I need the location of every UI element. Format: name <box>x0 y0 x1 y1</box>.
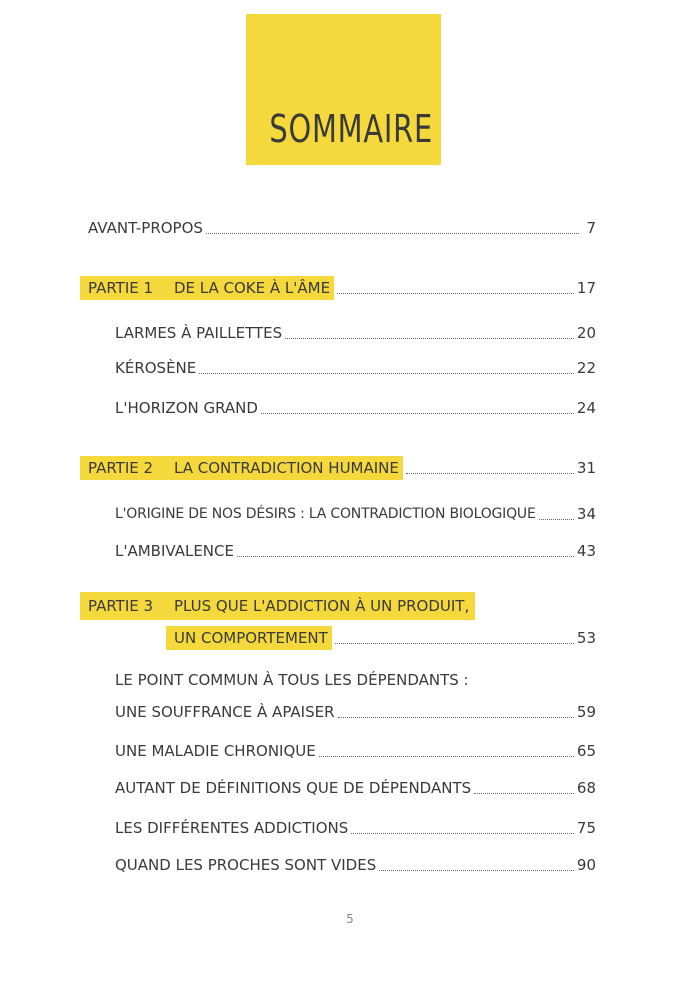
toc-entry[interactable] <box>0 768 700 798</box>
toc-entry-label-line2: UNE SOUFFRANCE À APAISER <box>115 703 335 721</box>
toc-entry-avant-propos[interactable] <box>0 208 700 238</box>
toc-entry[interactable] <box>0 845 700 875</box>
part-heading-line1 <box>88 596 475 616</box>
toc-entry-page: 20 <box>576 324 596 342</box>
toc-entry[interactable] <box>0 531 700 561</box>
part-heading <box>88 458 403 478</box>
part-heading <box>88 278 334 298</box>
toc-entry[interactable] <box>0 388 700 418</box>
toc-entry-label: AUTANT DE DÉFINITIONS QUE DE DÉPENDANTS <box>115 779 472 797</box>
toc-entry-page: 43 <box>576 542 596 560</box>
toc-entry-page: 68 <box>576 779 596 797</box>
part-title: LA CONTRADICTION HUMAINE <box>174 459 399 477</box>
toc-entry-label: L'AMBIVALENCE <box>115 542 234 560</box>
toc-entry-label: KÉROSÈNE <box>115 359 197 377</box>
toc-entry-label: L'HORIZON GRAND <box>115 399 258 417</box>
part-title: DE LA COKE À L'ÂME <box>174 279 331 297</box>
toc-entry-page: 75 <box>576 819 596 837</box>
toc-part-2[interactable] <box>0 448 700 478</box>
dot-leader <box>338 716 574 718</box>
dot-leader <box>406 472 574 474</box>
toc-entry-page: 34 <box>576 505 596 523</box>
dot-leader <box>379 869 574 871</box>
part-number: PARTIE 1 <box>88 279 154 297</box>
toc-entry-page: 24 <box>576 399 596 417</box>
dot-leader <box>351 832 574 834</box>
toc-entry-label: UNE MALADIE CHRONIQUE <box>115 742 316 760</box>
toc-entry-label: AVANT-PROPOS <box>88 219 203 237</box>
dot-leader <box>206 232 579 234</box>
toc-entry-page: 59 <box>576 703 596 721</box>
dot-leader <box>337 292 574 294</box>
toc-entry-label-line1: LE POINT COMMUN À TOUS LES DÉPENDANTS : <box>115 671 469 689</box>
dot-leader <box>285 337 574 339</box>
toc-entry[interactable] <box>0 670 700 720</box>
toc-entry-label: LES DIFFÉRENTES ADDICTIONS <box>115 819 349 837</box>
page-title: SOMMAIRE <box>269 107 433 151</box>
dot-leader <box>539 518 574 520</box>
dot-leader <box>199 372 574 374</box>
part-number: PARTIE 2 <box>88 459 154 477</box>
toc-entry-page: 90 <box>576 856 596 874</box>
dot-leader <box>237 555 574 557</box>
toc-entry-page: 65 <box>576 742 596 760</box>
toc-entry-page: 17 <box>576 279 596 297</box>
toc-entry[interactable] <box>0 348 700 378</box>
toc-part-1[interactable] <box>0 268 700 298</box>
page-number: 5 <box>346 912 354 926</box>
toc-entry-label: LARMES À PAILLETTES <box>115 324 283 342</box>
toc-entry-page: 7 <box>586 219 596 237</box>
dot-leader <box>474 792 574 794</box>
dot-leader <box>261 412 574 414</box>
part-title-line1: PLUS QUE L'ADDICTION À UN PRODUIT, <box>174 597 470 615</box>
toc-entry[interactable] <box>0 808 700 838</box>
toc-part-3[interactable] <box>0 596 700 656</box>
toc-entry[interactable] <box>0 731 700 761</box>
toc-entry[interactable] <box>0 494 700 524</box>
toc-entry-page: 31 <box>576 459 596 477</box>
toc-entry-label: QUAND LES PROCHES SONT VIDES <box>115 856 377 874</box>
dot-leader <box>335 642 574 644</box>
part-title-line2-wrap <box>174 628 332 648</box>
part-number: PARTIE 3 <box>88 597 154 615</box>
toc-entry-page: 22 <box>576 359 596 377</box>
toc-entry-label: L'ORIGINE DE NOS DÉSIRS : LA CONTRADICTION BIOLOGIQUE <box>115 506 536 522</box>
dot-leader <box>319 755 574 757</box>
part-title-line2: UN COMPORTEMENT <box>166 626 332 650</box>
toc-entry-page: 53 <box>576 629 596 647</box>
title-highlight-box <box>246 14 441 165</box>
toc-entry[interactable] <box>0 313 700 343</box>
